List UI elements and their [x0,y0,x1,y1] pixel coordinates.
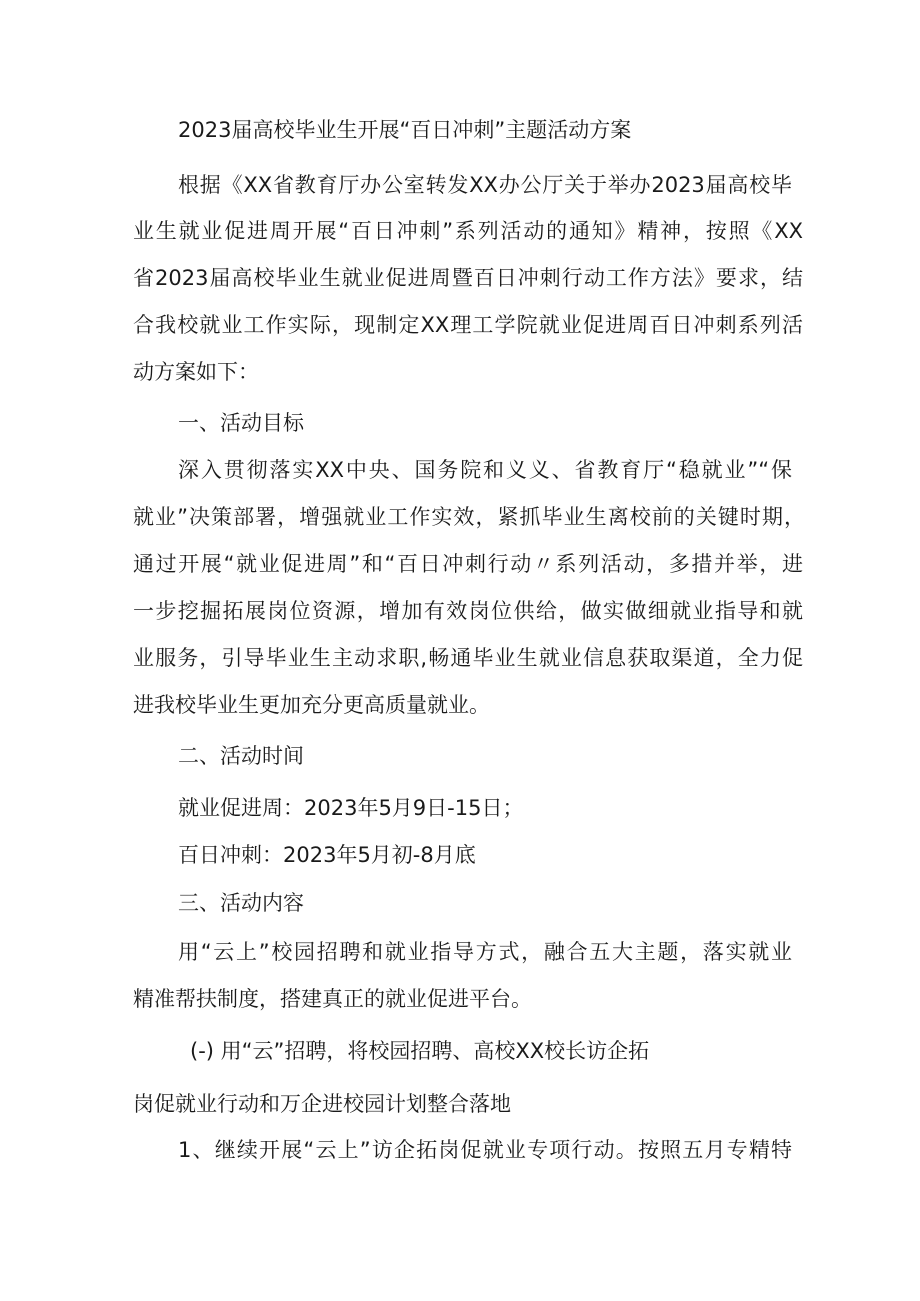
item-1-line: 1、继续开展“云上”访企拓岗促就业专项行动。按照五月专精特 [178,1138,792,1162]
subsection1-line-1: (-) 用“云”招聘，将校园招聘、高校XX校长访企拓 [190,1039,650,1063]
section2-item-1: 就业促进周：2023年5月9日-15日； [178,796,524,820]
section1-line-2: 就业”决策部署，增强就业工作实效，紧抓毕业生离校前的关键时期， [133,505,805,529]
intro-line-2: 业生就业促进周开展“百日冲刺”系列活动的通知》精神，按照《XX [133,219,803,243]
section3-line-1: 用“云上”校园招聘和就业指导方式，融合五大主题，落实就业 [178,940,792,964]
intro-line-1: 根据《XX省教育厅办公室转发XX办公厅关于举办2023届高校毕 [178,173,792,197]
section2-item-2: 百日冲刺：2023年5月初-8月底 [178,843,476,867]
subsection1-line-2: 岗促就业行动和万企进校园计划整合落地 [133,1092,511,1116]
intro-line-3: 省2023届高校毕业生就业促进周暨百日冲刺行动工作方法》要求，结 [133,266,803,290]
section1-line-3: 通过开展“就业促进周”和“百日冲刺行动〃系列活动，多措并举，进 [133,552,803,576]
section1-heading: 一、活动目标 [178,411,304,435]
section3-heading: 三、活动内容 [178,891,304,915]
section1-line-4: 一步挖掘拓展岗位资源，增加有效岗位供给，做实做细就业指导和就 [133,599,803,623]
section1-line-1: 深入贯彻落实XX中央、国务院和义义、省教育厅“稳就业”“保 [178,458,792,482]
section1-line-6: 进我校毕业生更加充分更高质量就业。 [133,693,490,717]
section3-line-2: 精准帮扶制度，搭建真正的就业促进平台。 [133,987,532,1011]
section2-heading: 二、活动时间 [178,744,304,768]
intro-line-5: 动方案如下： [133,360,259,384]
section1-line-5: 业服务，引导毕业生主动求职,畅通毕业生就业信息获取渠道，全力促 [133,646,803,670]
intro-line-4: 合我校就业工作实际，现制定XX理工学院就业促进周百日冲刺系列活 [133,313,803,337]
document-title: 2023届高校毕业生开展“百日冲刺”主题活动方案 [178,118,632,142]
